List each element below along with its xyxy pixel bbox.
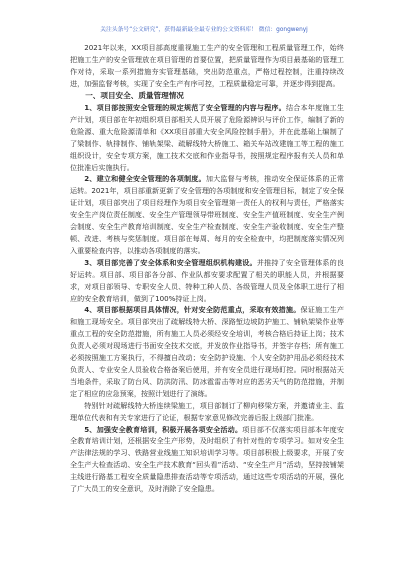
paragraph-2-body: 加大监督与考核，推动安全保证体系的正常运转。2021年，项目部重新更新了安全管理的各项制度和安全管理目标，制定了安全保证计划，项目部突出了项目经理作为项目安全管理第一责任人的权利与责任，严格落实安全生产岗位责任制度、安全生产管理领导带班制度、安全生产值班制度、安全生产例会制度、安全生产教育培训制度、安全生产检查制度、安全生产验收制度、安全生产整顿、改进、考核与奖惩制度。项目部在每周、每月的安全检查中，均把制度落实情况列入重要检查内容，以推动各项制度的落实。 — [70, 174, 344, 255]
paragraph-5-lead: 5、加强安全教育培训，积极开展各项安全活动。 — [84, 424, 243, 434]
paragraph-2 — [70, 173, 344, 256]
paragraph-3-body: 并推持了安全管理体系的良好运转。项目部、项目部各分部、作业队都安要求配置了相关的职能人员，并根据要求，对项目部领导、专职安全人员、特种工种人员、各级管理人员及全体职工进行了相应的安全教育培训，做到了100%持证上岗。 — [70, 257, 345, 303]
paragraph-4-body: 保证施工生产和施工现场安全。项目部突出了疏解线特大桥、深路堑边坡防护施工、铺轨架梁作业等重点工程的安全防范措施，所有施工人员必须经安全培训，考核合格后持证上岗；技术负责人必须对现场进行书面安全技术交底，并发放作业指导书，并签字存档；所有施工必须按照施工方案执行，不得擅自改动；安全防护设施、个人安全防护用品必须经技术负责人、专业安全人员验收合格备案后使用，并有安全员进行现场盯控。同时根据站天当地条件，采取了防台风、防洪防汛、防冰雹雷击等对应的恶劣天气的防范措施，并制定了相应的应急预案，按照计划进行了演练。 — [70, 305, 345, 398]
paragraph-3 — [70, 257, 344, 305]
paragraph-4-lead: 4、项目部根据项目具体情况，针对安全防范重点，采取有效措施。 — [84, 305, 301, 315]
paragraph-5-body: 项目部不仅落实项目部本年度安全教育培训计划，还根据安全生产形势，及时组织了有针对性的专项学习。如对安全生产法律法规的学习、铁路营业线施工知识培训学习等。项目部积极上级要求，开展了安全生产大检查活动、安全生产技术教育“回头看”活动、“安全生产月”活动，坚持按铺架主线进行路基工程安全质量隐患排查活动等专项活动，通过这些专项活动的开展，强化了广大员工的安全意识，及时消除了安全隐患。 — [70, 424, 345, 494]
paragraph-1-body: 结合本年度施工生产计划，项目部在年初组织项目部相关人员开展了危险源辨识与评价工作，编制了新的危险源、重大危险源清单和《XX项目部重大安全风险控制手册》，并在此基础上编制了了梁制作、轨排制作、铺轨架梁、疏解线特大桥施工、箱关车站改建施工等工程的施工组织设计，安全专项方案，施工技术交底和作业指导书，按照规定程序报有关人员和单位批准后实施执行。 — [70, 103, 345, 172]
paragraph-4b: 特别针对疏解线特大桥连续梁施工，项目部制订了柳向移梁方案，并邀请业主、监理单位代表和有关专家进行了论证，根据专家意见修改完善后报上级部门批准。 — [70, 400, 344, 422]
section-heading-1: 一、项目安全、质量管理情况 — [85, 90, 184, 100]
paragraph-4 — [70, 304, 344, 399]
document-body — [70, 42, 344, 495]
paragraph-1-lead: 1、项目部按照安全管理的规定规范了安全管理的内容与程序。 — [84, 103, 286, 113]
paragraph-2-lead: 2、建立和健全安全管理的各项制度。 — [84, 174, 206, 184]
paragraph-5 — [70, 424, 344, 495]
paragraph-3-lead: 3、项目部完善了安全体系和安全管理组织机构建设。 — [84, 257, 257, 267]
paragraph-1 — [70, 102, 344, 173]
promo-banner: 关注头条号“公文研究”，获得最新最全最专业的公文资料库！ 微信：gongwenyj — [100, 27, 308, 33]
intro-paragraph: 2021年以来，XX项目部高度重视施工生产的安全管理和工程质量管理工作，始终把施工生产的安全管理放在项目管理的首要位置，把质量管理作为项目最基础的管理工作对待，采取一系列措施夯实管理基础，突出防范重点，严格过程控制，注重持续改进，加强监督考核，实现了安全生产有序可控，工程质量稳定可靠，并逐步得到提高。 — [70, 43, 344, 88]
